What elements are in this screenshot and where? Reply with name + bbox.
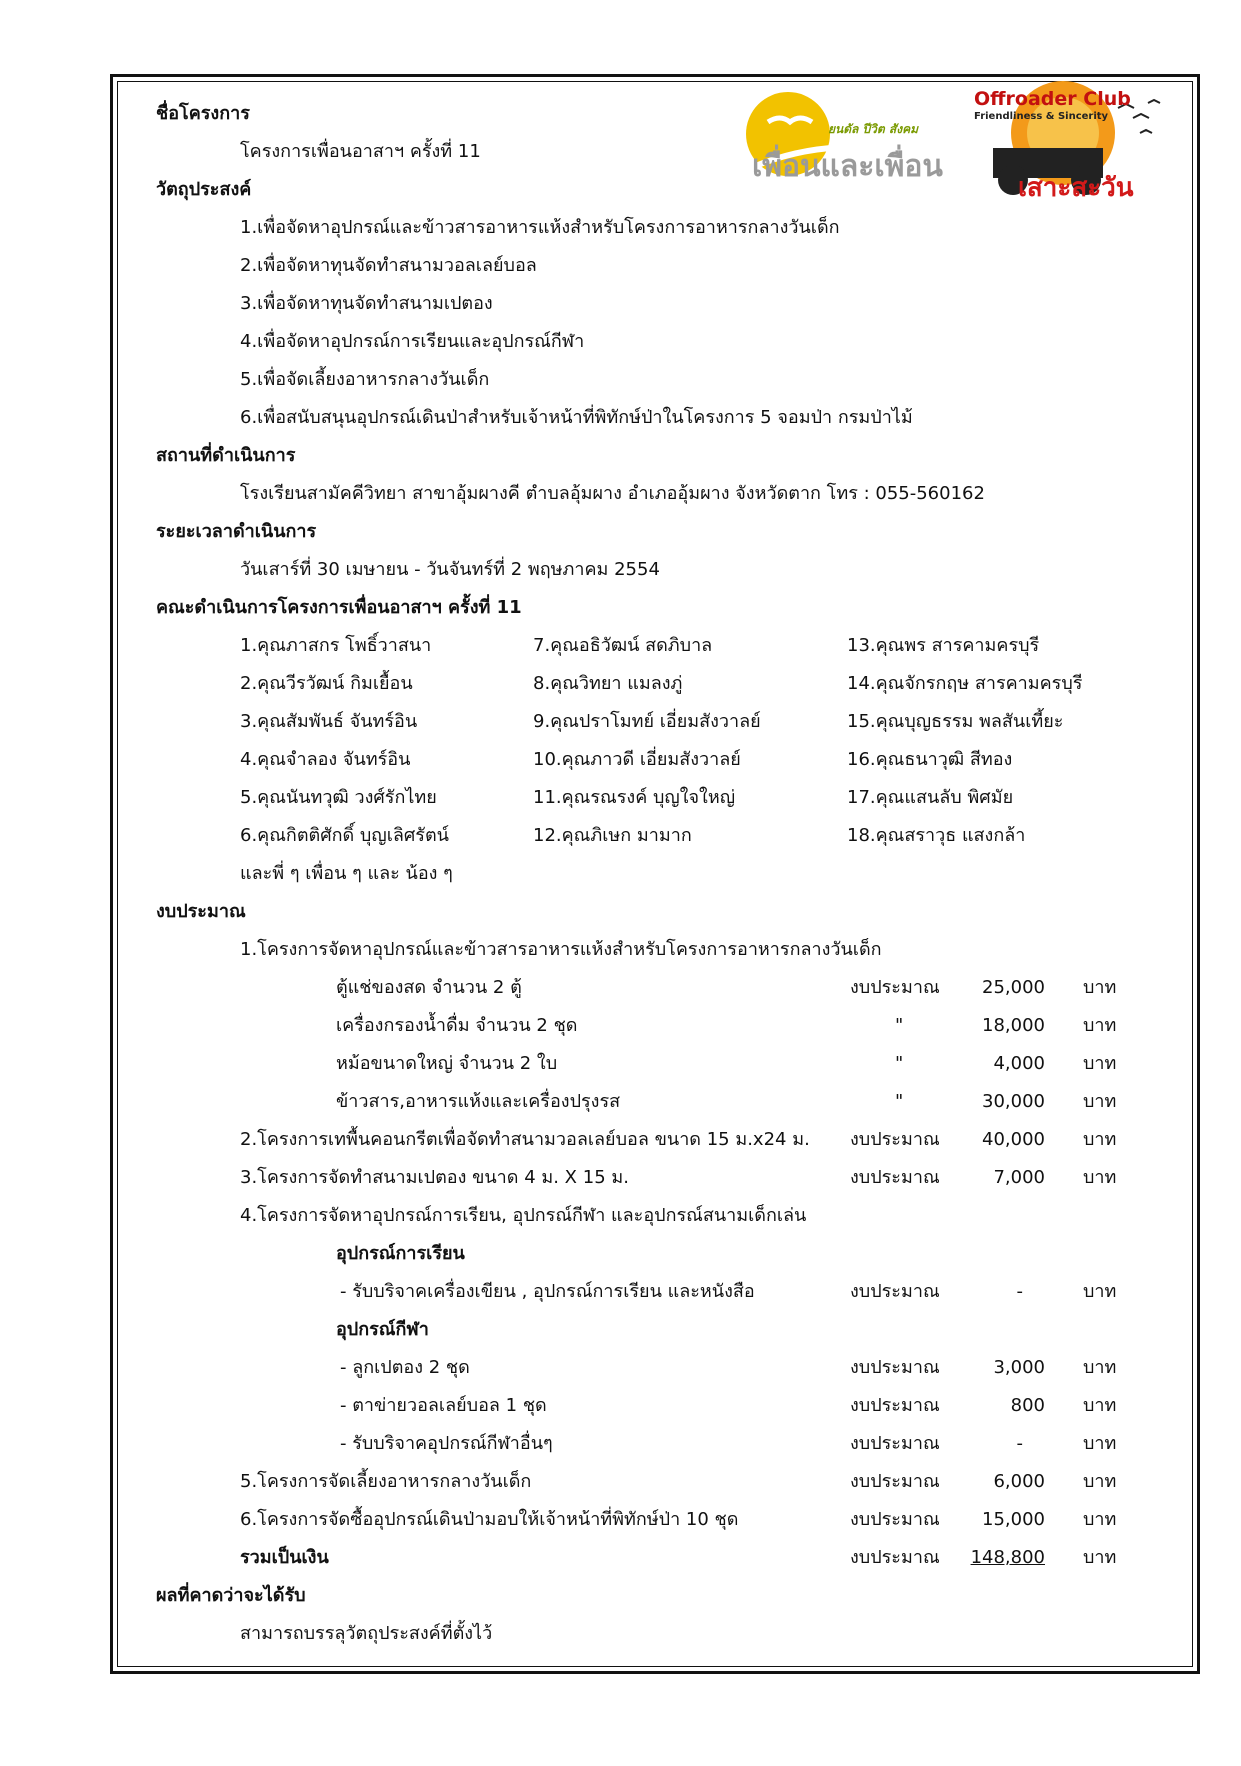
budget-item-label: - รับบริจาคเครื่องเขียน , อุปกรณ์การเรียน และหนังสือ <box>340 1281 755 1302</box>
budget-type-label: งบประมาณ <box>850 977 940 998</box>
committee-member: 3.คุณสัมพันธ์ จันทร์อิน <box>240 711 418 732</box>
budget-unit: บาท <box>1083 1015 1117 1036</box>
committee-member: 7.คุณอธิวัฒน์ สดภิบาล <box>533 635 713 656</box>
committee-member: 15.คุณบุญธรรม พลสันเที้ยะ <box>847 711 1064 732</box>
committee-member: 10.คุณภาวดี เอี่ยมสังวาลย์ <box>533 749 741 770</box>
location-text: โรงเรียนสามัคคีวิทยา สาขาอุ้มผางคี ตำบลอุ้มผาง อำเภออุ้มผาง จังหวัดตาก โทร : 055-560162 <box>240 483 985 504</box>
budget-amount: 7,000 <box>993 1167 1045 1188</box>
budget-unit: บาท <box>1083 977 1117 998</box>
budget-amount: 15,000 <box>982 1509 1045 1530</box>
results-text: สามารถบรรลุวัตถุประสงค์ที่ตั้งไว้ <box>240 1623 493 1644</box>
budget-amount: 4,000 <box>993 1053 1045 1074</box>
committee-member: 8.คุณวิทยา แมลงภู่ <box>533 673 683 694</box>
offroader-club-logo <box>968 78 1178 208</box>
objective-item: 3.เพื่อจัดหาทุนจัดทำสนามเปตอง <box>240 293 493 314</box>
budget-amount: 40,000 <box>982 1129 1045 1150</box>
budget-unit: บาท <box>1083 1471 1117 1492</box>
budget-amount: 25,000 <box>982 977 1045 998</box>
offroader-club-motto: Friendliness & Sincerity <box>974 111 1109 122</box>
period-text: วันเสาร์ที่ 30 เมษายน - วันจันทร์ที่ 2 พฤษภาคม 2554 <box>240 559 660 580</box>
ditto-mark: " <box>895 1053 904 1074</box>
budget-type-label: งบประมาณ <box>850 1433 940 1454</box>
budget-unit: บาท <box>1083 1281 1117 1302</box>
budget-item-label: หม้อขนาดใหญ่ จำนวน 2 ใบ <box>336 1053 558 1074</box>
sports-equipment-heading: อุปกรณ์กีฬา <box>336 1319 429 1340</box>
budget-unit: บาท <box>1083 1357 1117 1378</box>
budget-amount: 3,000 <box>993 1357 1045 1378</box>
budget-type-label: งบประมาณ <box>850 1357 940 1378</box>
learning-equipment-heading: อุปกรณ์การเรียน <box>336 1243 465 1264</box>
budget-type-label: งบประมาณ <box>850 1509 940 1530</box>
budget-project-2: 2.โครงการเทพื้นคอนกรีตเพื่อจัดทำสนามวอลเลย์บอล ขนาด 15 ม.x24 ม. <box>240 1129 810 1150</box>
location-heading: สถานที่ดำเนินการ <box>156 445 296 466</box>
budget-amount: 800 <box>1010 1395 1045 1416</box>
results-heading: ผลที่คาดว่าจะได้รับ <box>156 1585 306 1606</box>
offroader-club-title: Offroader Club <box>974 88 1131 110</box>
budget-unit: บาท <box>1083 1053 1117 1074</box>
budget-item-label: เครื่องกรองน้ำดื่ม จำนวน 2 ชุด <box>336 1015 578 1036</box>
objective-item: 4.เพื่อจัดหาอุปกรณ์การเรียนและอุปกรณ์กีฬา <box>240 331 585 352</box>
committee-member: 18.คุณสราวุธ แสงกล้า <box>847 825 1026 846</box>
committee-member: 9.คุณปราโมทย์ เอี่ยมสังวาลย์ <box>533 711 761 732</box>
budget-type-label: งบประมาณ <box>850 1471 940 1492</box>
budget-unit: บาท <box>1083 1433 1117 1454</box>
committee-member: 12.คุณภิเษก มามาก <box>533 825 692 846</box>
objective-item: 5.เพื่อจัดเลี้ยงอาหารกลางวันเด็ก <box>240 369 490 390</box>
budget-amount: 18,000 <box>982 1015 1045 1036</box>
budget-project-4-title: 4.โครงการจัดหาอุปกรณ์การเรียน, อุปกรณ์กีฬา และอุปกรณ์สนามเด็กเล่น <box>240 1205 807 1226</box>
budget-unit: บาท <box>1083 1509 1117 1530</box>
budget-type-label: งบประมาณ <box>850 1281 940 1302</box>
budget-unit: บาท <box>1083 1091 1117 1112</box>
budget-total-label: รวมเป็นเงิน <box>240 1547 329 1568</box>
project-name: โครงการเพื่อนอาสาฯ ครั้งที่ 11 <box>240 141 481 162</box>
budget-amount: - <box>1016 1281 1023 1302</box>
committee-heading: คณะดำเนินการโครงการเพื่อนอาสาฯ ครั้งที่ 11 <box>156 597 522 618</box>
budget-type-label: งบประมาณ <box>850 1167 940 1188</box>
budget-unit: บาท <box>1083 1395 1117 1416</box>
budget-item-label: ข้าวสาร,อาหารแห้งและเครื่องปรุงรส <box>336 1091 621 1112</box>
objective-item: 2.เพื่อจัดหาทุนจัดทำสนามวอลเลย์บอล <box>240 255 537 276</box>
committee-member: 6.คุณกิตติศักดิ์ บุญเลิศรัตน์ <box>240 825 449 846</box>
committee-member: 17.คุณแสนลับ พิศมัย <box>847 787 1014 808</box>
budget-project-6: 6.โครงการจัดซื้ออุปกรณ์เดินป่ามอบให้เจ้าหน้าที่พิทักษ์ป่า 10 ชุด <box>240 1509 739 1530</box>
committee-member: 2.คุณวีรวัฒน์ กิมเยื้อน <box>240 673 413 694</box>
budget-project-1-title: 1.โครงการจัดหาอุปกรณ์และข้าวสารอาหารแห้งสำหรับโครงการอาหารกลางวันเด็ก <box>240 939 882 960</box>
committee-member: 11.คุณรณรงค์ บุญใจใหญ่ <box>533 787 736 808</box>
budget-amount: - <box>1016 1433 1023 1454</box>
committee-member: 16.คุณธนาวุฒิ สีทอง <box>847 749 1013 770</box>
objective-item: 6.เพื่อสนับสนุนอุปกรณ์เดินป่าสำหรับเจ้าหน้าที่พิทักษ์ป่าในโครงการ 5 จอมป่า กรมป่าไม้ <box>240 407 913 428</box>
friends-logo-name: เพื่อนและเพื่อน <box>752 149 943 184</box>
budget-unit: บาท <box>1083 1129 1117 1150</box>
budget-item-label: ตู้แช่ของสด จำนวน 2 ตู้ <box>336 977 522 998</box>
committee-member: 13.คุณพร สารคามครบุรี <box>847 635 1040 656</box>
committee-member: 5.คุณนันทวุฒิ วงศ์รักไทย <box>240 787 437 808</box>
objective-item: 1.เพื่อจัดหาอุปกรณ์และข้าวสารอาหารแห้งสำหรับโครงการอาหารกลางวันเด็ก <box>240 217 840 238</box>
budget-project-5: 5.โครงการจัดเลี้ยงอาหารกลางวันเด็ก <box>240 1471 532 1492</box>
budget-type-label: งบประมาณ <box>850 1547 940 1568</box>
committee-member: 1.คุณภาสกร โพธิ์วาสนา <box>240 635 432 656</box>
period-heading: ระยะเวลาดำเนินการ <box>156 521 317 542</box>
budget-item-label: - รับบริจาคอุปกรณ์กีฬาอื่นๆ <box>340 1433 553 1454</box>
budget-item-label: - ตาข่ายวอลเลย์บอล 1 ชุด <box>340 1395 547 1416</box>
project-heading: ชื่อโครงการ <box>156 103 250 124</box>
budget-project-3: 3.โครงการจัดทำสนามเปตอง ขนาด 4 ม. X 15 ม. <box>240 1167 629 1188</box>
committee-member: 14.คุณจักรกฤษ สารคามครบุรี <box>847 673 1083 694</box>
offroader-club-name: เสาะสะวัน <box>1018 173 1134 203</box>
ditto-mark: " <box>895 1091 904 1112</box>
budget-heading: งบประมาณ <box>156 901 246 922</box>
budget-unit: บาท <box>1083 1167 1117 1188</box>
budget-amount: 6,000 <box>993 1471 1045 1492</box>
budget-type-label: งบประมาณ <box>850 1395 940 1416</box>
budget-item-label: - ลูกเปตอง 2 ชุด <box>340 1357 470 1378</box>
committee-others: และพี่ ๆ เพื่อน ๆ และ น้อง ๆ <box>240 863 453 884</box>
budget-total-amount: 148,800 <box>970 1547 1045 1568</box>
ditto-mark: " <box>895 1015 904 1036</box>
committee-member: 4.คุณจำลอง จันทร์อิน <box>240 749 411 770</box>
budget-unit: บาท <box>1083 1547 1117 1568</box>
budget-type-label: งบประมาณ <box>850 1129 940 1150</box>
friends-logo-tagline: ยนดัล ปีวิต สังคม <box>828 122 919 136</box>
objectives-heading: วัตถุประสงค์ <box>156 179 252 200</box>
friends-logo <box>738 92 943 187</box>
budget-amount: 30,000 <box>982 1091 1045 1112</box>
